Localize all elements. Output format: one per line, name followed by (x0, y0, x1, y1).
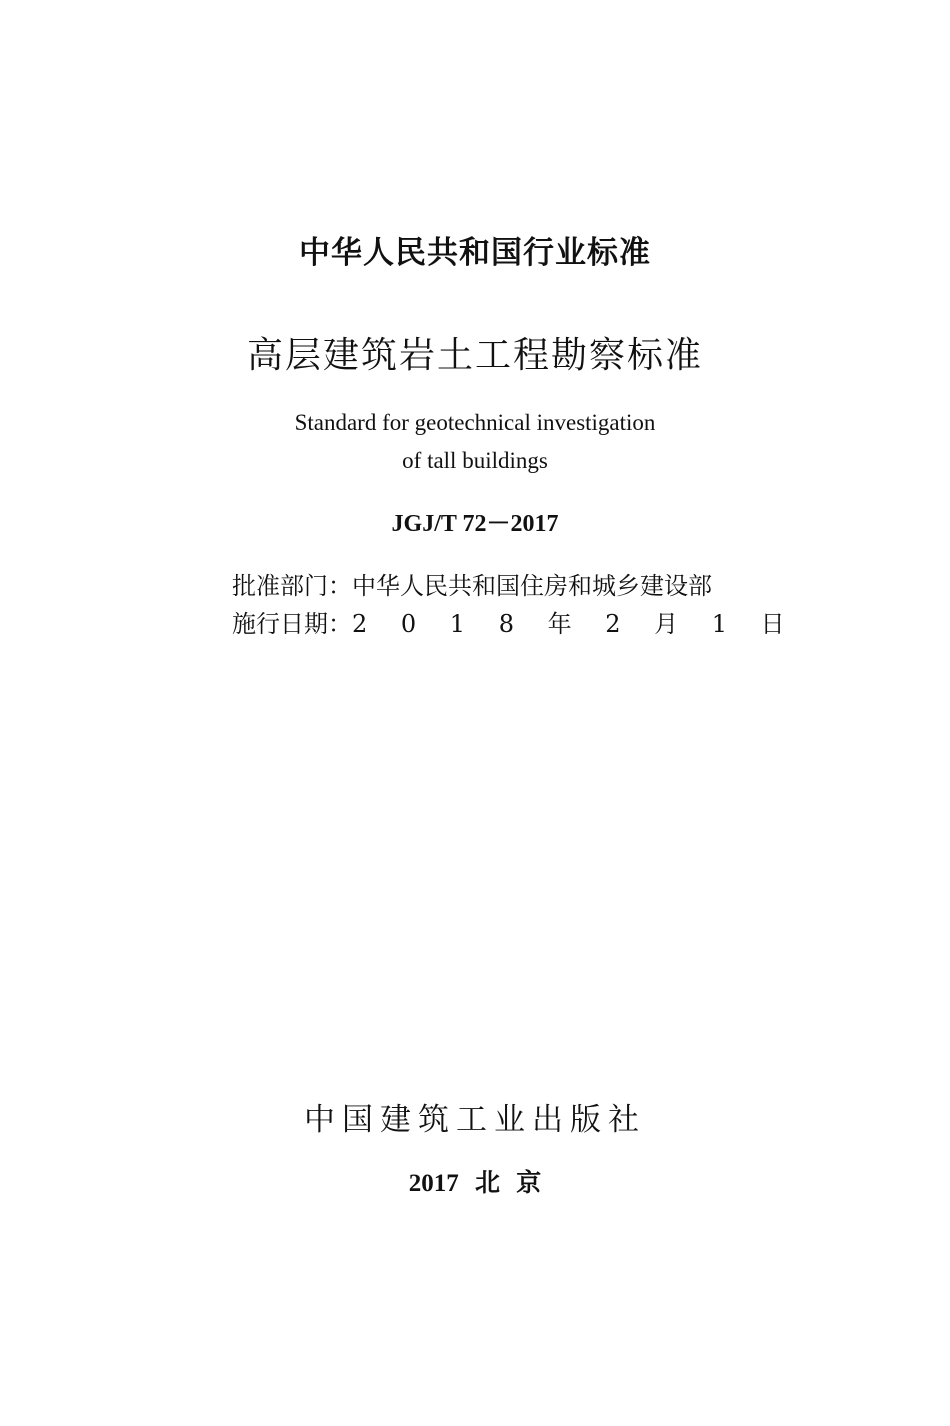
english-title (0, 404, 950, 480)
approval-department-row (232, 566, 752, 606)
english-title-line-2: of tall buildings (402, 448, 548, 473)
industry-standard-heading: 中华人民共和国行业标准 (299, 235, 651, 271)
chinese-title: 高层建筑岩土工程勘察标准 (246, 335, 703, 376)
english-title-line-1: Standard for geotechnical investigation (294, 410, 656, 435)
approval-value: 中华人民共和国住房和城乡建设部 (352, 572, 712, 600)
effective-date-label: 施行日期： (232, 610, 352, 638)
standard-code: JGJ/T 72－2017 (391, 511, 559, 537)
effective-date-value: 2 0 1 8 年 2 月 1 日 (352, 610, 798, 638)
publisher-name: 中国建筑工业出版社 (304, 1102, 646, 1138)
effective-date-row (232, 604, 798, 644)
approval-label: 批准部门： (232, 572, 352, 600)
publication-year-place: 2017 北 京 (408, 1170, 542, 1197)
